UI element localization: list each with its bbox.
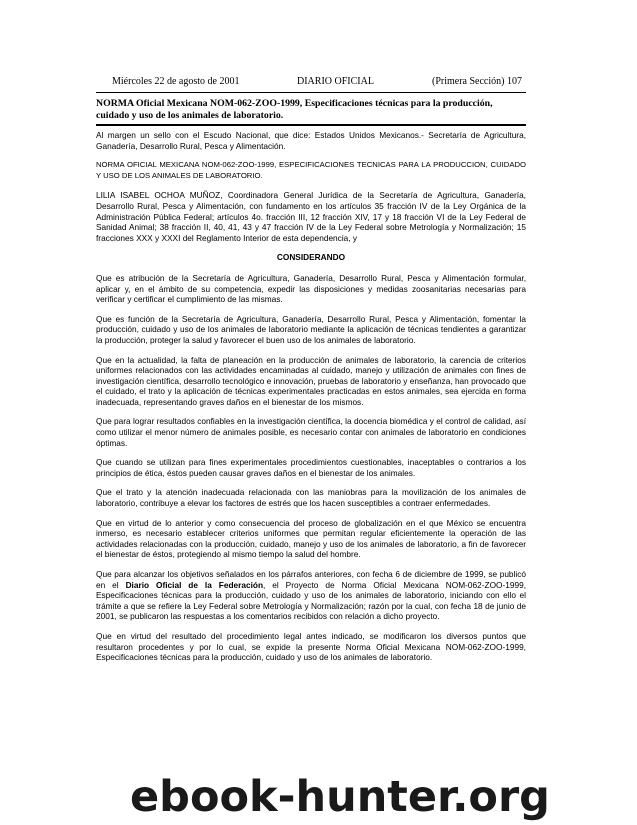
journal-name-bold: Diario Oficial de la Federación (125, 579, 264, 590)
header-page-number: 107 (507, 76, 522, 87)
document-title: NORMA Oficial Mexicana NOM-062-ZOO-1999, Especificaciones técnicas para la producción, cuidado y uso de los animales de laboratorio. (96, 98, 493, 121)
considerando-heading: CONSIDERANDO (276, 252, 346, 263)
running-header (112, 76, 522, 90)
paragraph: Que en virtud del resultado del procedimiento legal antes indicado, se modificaron los diversos puntos que resultaron procedentes y por lo cual, se expide la presente Norma Oficial Mexicana NOM-062-ZOO-1999, Especificaciones técnicas para la producción, cuidado y uso de los animales de laboratorio. (96, 630, 526, 663)
paragraph: Que en virtud de lo anterior y como consecuencia del proceso de globalización en el que México se encuentra inmerso, es necesario establecer criterios uniformes que permitan regular eficientemente la operación de las actividades relacionadas con la producción, cuidado, manejo y uso de los animales de laboratorio, a fin de favorecer el bienestar de éstos, protegiendo al mismo tiempo la salud del hombre. (96, 517, 526, 560)
paragraph: Que es atribución de la Secretaría de Agricultura, Ganadería, Desarrollo Rural, Pesca y Alimentación formular, aplicar y, en el ámbito de su competencia, expedir las disposiciones y medidas zoosanitarias necesarias para verificar y certificar el cumplimiento de las mismas. (96, 272, 526, 305)
intro-paragraph: LILIA ISABEL OCHOA MUÑOZ, Coordinadora General Jurídica de la Secretaría de Agricultura, Ganadería, Desarrollo Rural, Pesca y Alimentación, con fundamento en los artículos 35 fracción IV de la Ley Orgánica de la Administración Pública Federal; artículos 4o. fracción III, 12 fracción XIV, 17 y 18 fracción VI de la Ley Federal de Sanidad Animal; 38 fracción II, 40, 41, 43 y 47 fracción IV de la Ley Federal sobre Metrología y Normalización; 15 fracciones XXX y XXXI del Reglamento Interior de esta dependencia, y (96, 190, 526, 243)
paragraph: Que cuando se utilizan para fines experimentales procedimientos cuestionables, inaceptables o contrarios a los principios de ética, éstos pueden causar graves daños en el bienestar de los animales. (96, 457, 526, 478)
paragraph-text: Que para alcanzar los objetivos señalados en los párrafos anteriores, con fecha 6 de diciembre de 1999, se publicó en el (96, 569, 526, 590)
paragraph: Que es función de la Secretaría de Agricultura, Ganadería, Desarrollo Rural, Pesca y Alimentación, fomentar la producción, cuidado y uso de los animales de laboratorio mediante la aplicación de técnicas tendientes a garantizar la producción, proteger la salud y favorecer el buen uso de los animales de laboratorio. (96, 313, 526, 345)
watermark-text: ebook-hunter.org (130, 772, 550, 822)
header-date: Miércoles 22 de agosto de 2001 (112, 76, 240, 87)
paragraph: Que para lograr resultados confiables en la investigación científica, la docencia biomédica y el control de calidad, así como utilizar el menor número de animales posible, es necesario contar con animales de laboratorio en condiciones óptimas. (96, 416, 526, 448)
paragraph (96, 569, 526, 622)
seal-note: Al margen un sello con el Escudo Nacional, que dice: Estados Unidos Mexicanos.- Secretaría de Agricultura, Ganadería, Desarrollo Rural, Pesca y Alimentación. (96, 130, 526, 151)
header-section: (Primera Sección) (432, 76, 505, 87)
document-body (96, 130, 526, 672)
paragraph: Que en la actualidad, la falta de planeación en la producción de animales de laboratorio, la carencia de criterios uniformes relacionados con las actividades encaminadas al cuidado, manejo y utilización de animales con fines de investigación científica, desarrollo tecnológico e innovación, pruebas de laboratorio y enseñanza, han provocado que el cuidado, el trato y la aplicación de técnicas experimentales practicadas en estos animales, sea ejercida en forma inadecuada, representando graves daños en el bienestar de los mismos. (96, 354, 526, 407)
title-divider (96, 124, 526, 126)
header-divider (96, 92, 526, 93)
paragraph-text: , el Proyecto de Norma Oficial Mexicana NOM-062-ZOO-1999, Especificaciones técnicas para la producción, cuidado y uso de los animales de laboratorio, iniciando con ello el trámite a que se refiere la Ley Federal sobre Metrología y Normalización; razón por la cual, con fecha 18 de junio de 2001, se publicaron las respuestas a los comentarios recibidos con relación a dicho proyecto. (96, 579, 526, 622)
norm-heading: NORMA OFICIAL MEXICANA NOM-062-ZOO-1999, ESPECIFICACIONES TECNICAS PARA LA PRODUCCION, CUIDADO Y USO DE LOS ANIMALES DE LABORATORIO. (96, 160, 526, 180)
paragraph: Que el trato y la atención inadecuada relacionada con las maniobras para la movilización de los animales de laboratorio, contribuye a elevar los factores de estrés que los hacen susceptibles a contraer enfermedades. (96, 487, 526, 509)
header-journal-name: DIARIO OFICIAL (297, 76, 374, 87)
